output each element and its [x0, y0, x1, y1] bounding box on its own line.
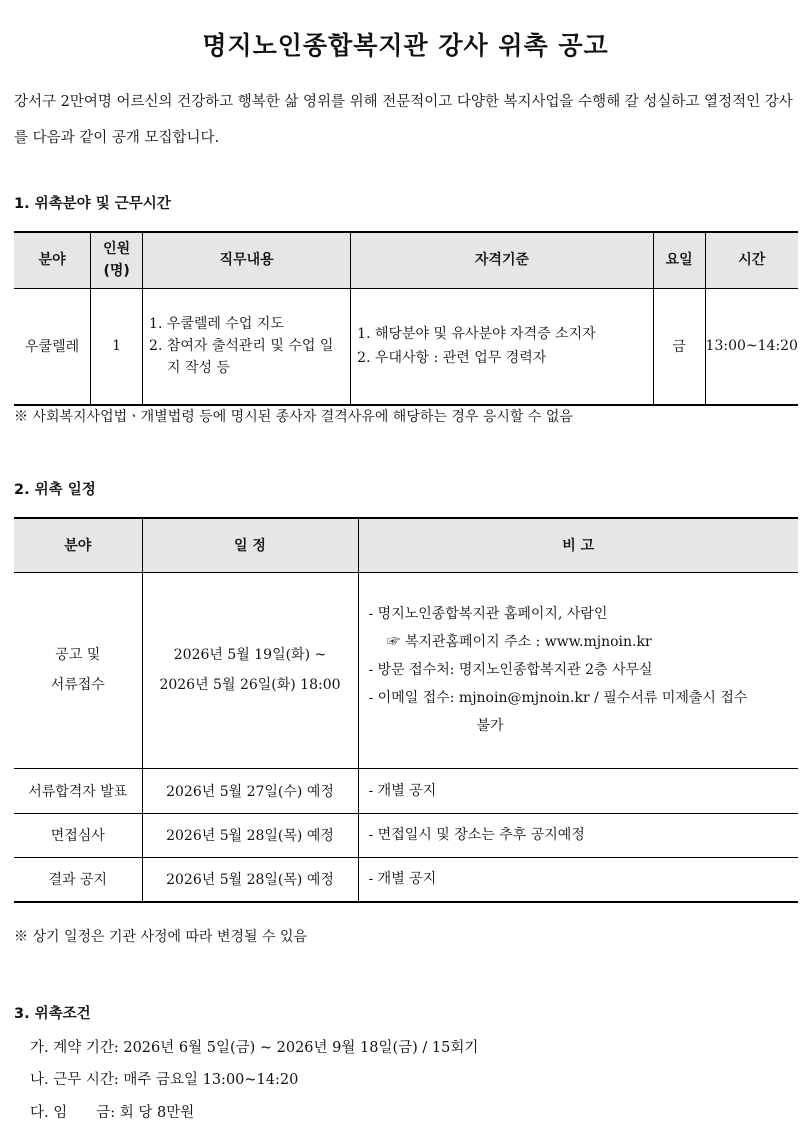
table-row	[14, 288, 798, 405]
col-header-time: 시간	[705, 232, 798, 288]
cell-remarks: - 명지노인종합복지관 홈페이지, 사람인 ☞ 복지관홈페이지 주소 : www.mjnoin.kr - 방문 접수처: 명지노인종합복지관 2층 사무실 - 이메일 접수: mjnoin@mjnoin.kr / 필수서류 미제출시 접수 불가	[358, 572, 798, 768]
cell-qualifications	[351, 288, 654, 405]
position-table-header	[14, 232, 798, 288]
section1-heading: 1. 위촉분야 및 근무시간	[14, 196, 171, 212]
table-row	[14, 768, 798, 813]
duty-item: 2. 참여자 출석관리 및 수업 일지 작성 등	[149, 338, 334, 377]
table-row	[14, 572, 798, 768]
section2-heading: 2. 위촉 일정	[14, 482, 96, 498]
col-header-field: 분야	[14, 232, 91, 288]
table-row	[14, 813, 798, 857]
cell-remarks: - 개별 공지	[358, 768, 798, 813]
section1-note: ※ 사회복지사업법ㆍ개별법령 등에 명시된 종사자 결격사유에 해당하는 경우 응시할 수 없음	[14, 409, 573, 425]
cell-duties	[143, 288, 351, 405]
col-header-duties: 직무내용	[143, 232, 351, 288]
qualification-item: 2. 우대사항 : 관련 업무 경력자	[357, 350, 547, 367]
cell-field: 공고 및 서류접수	[14, 572, 142, 768]
table-row	[14, 857, 798, 902]
intro-paragraph: 강서구 2만여명 어르신의 건강하고 행복한 삶 영위를 위해 전문적이고 다양한 복지사업을 수행해 갈 성실하고 열정적인 강사를 다음과 같이 공개 모집합니다.	[14, 94, 793, 146]
condition-item: 다. 임 금: 회 당 8만원	[30, 1105, 195, 1121]
cell-schedule: 2026년 5월 28일(목) 예정	[142, 813, 358, 857]
cell-schedule: 2026년 5월 28일(목) 예정	[142, 857, 358, 902]
col-header-schedule: 일 정	[142, 518, 358, 572]
cell-remarks: - 개별 공지	[358, 857, 798, 902]
position-table	[14, 231, 798, 406]
cell-schedule: 2026년 5월 19일(화) ~ 2026년 5월 26일(화) 18:00	[142, 572, 358, 768]
condition-item: 나. 근무 시간: 매주 금요일 13:00~14:20	[30, 1072, 299, 1088]
page-title: 명지노인종합복지관 강사 위촉 공고	[202, 31, 609, 60]
cell-field: 우쿨렐레	[14, 288, 91, 405]
col-header-remarks: 비 고	[358, 518, 798, 572]
cell-field: 결과 공지	[14, 857, 142, 902]
qualification-item: 1. 해당분야 및 유사분야 자격증 소지자	[357, 326, 596, 343]
section2-note: ※ 상기 일정은 기관 사정에 따라 변경될 수 있음	[14, 929, 308, 945]
cell-schedule: 2026년 5월 27일(수) 예정	[142, 768, 358, 813]
cell-remarks: - 면접일시 및 장소는 추후 공지예정	[358, 813, 798, 857]
cell-count: 1	[91, 288, 143, 405]
schedule-table	[14, 517, 798, 903]
col-header-day: 요일	[653, 232, 705, 288]
duty-item: 1. 우쿨렐레 수업 지도	[149, 316, 284, 333]
schedule-table-header	[14, 518, 798, 572]
cell-day: 금	[653, 288, 705, 405]
cell-time: 13:00~14:20	[705, 288, 798, 405]
col-header-field: 분야	[14, 518, 142, 572]
condition-item: 가. 계약 기간: 2026년 6월 5일(금) ~ 2026년 9월 18일(금) / 15회기	[30, 1040, 479, 1056]
col-header-count: 인원 (명)	[91, 232, 143, 288]
cell-field: 면접심사	[14, 813, 142, 857]
cell-field: 서류합격자 발표	[14, 768, 142, 813]
col-header-qualifications: 자격기준	[351, 232, 654, 288]
section3-heading: 3. 위촉조건	[14, 1006, 91, 1022]
